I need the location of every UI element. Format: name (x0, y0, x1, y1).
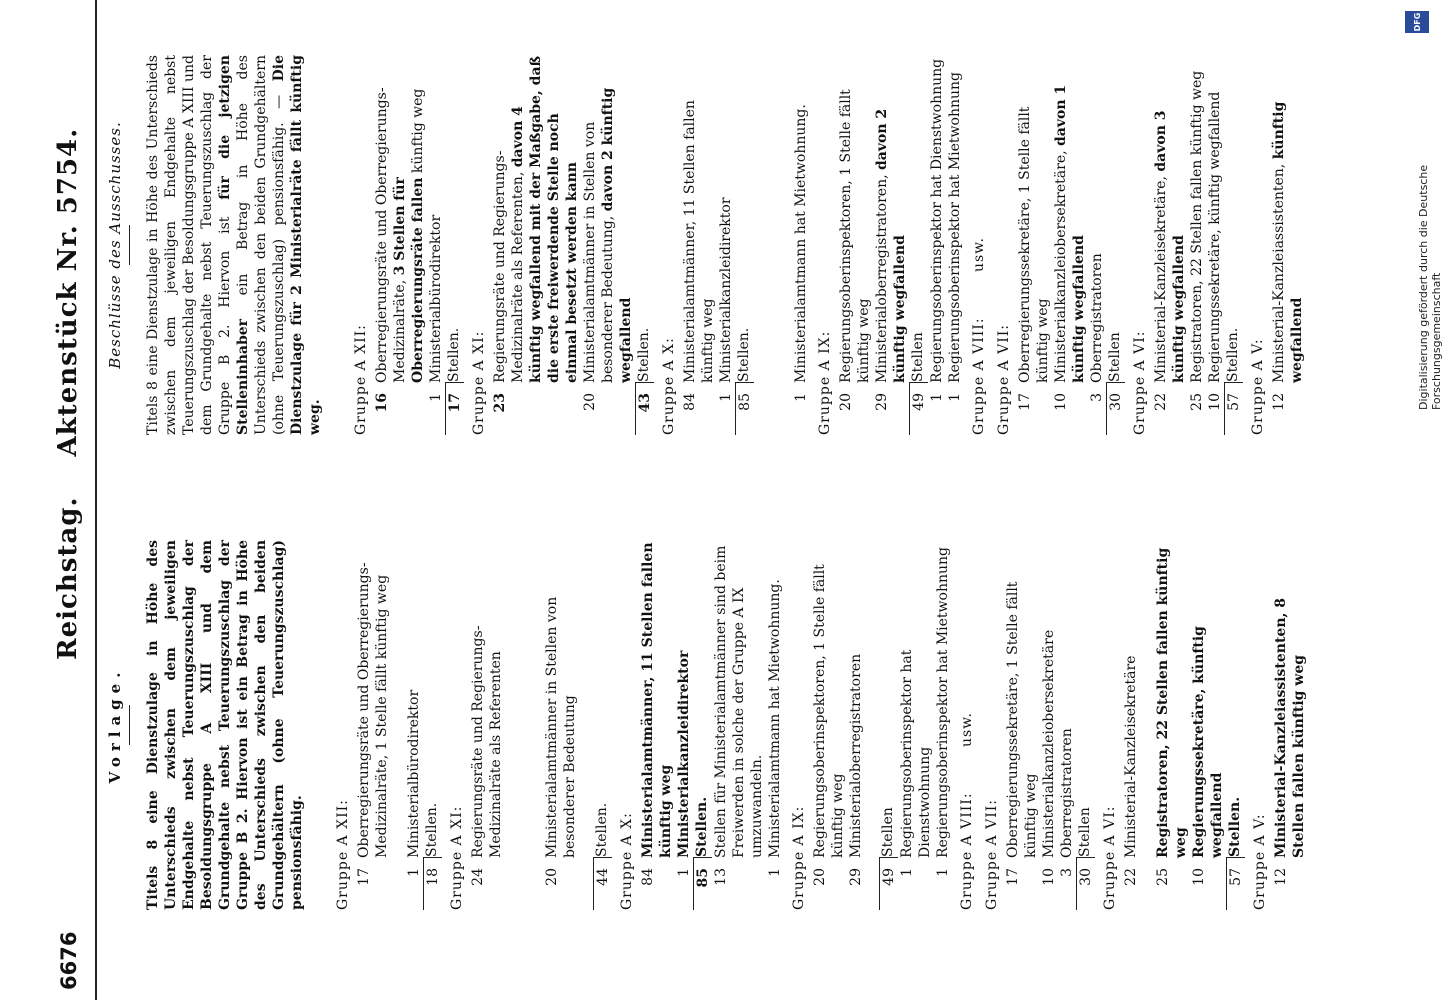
group-label: Gruppe A V: (1250, 338, 1266, 435)
group-label: Gruppe A VII: (996, 324, 1012, 435)
vorlage-intro: Titels 8 eine Dienstzulage in Höhe des Unterschieds zwischen dem jeweiligen Endgehalte nebst Teuerungszuschlag der Besoldungsgruppe A XIII und dem Grundgehalte nebst Teuerungszuschlag der Gruppe B 2. Hiervon ist ein Betrag in Höhe des Unterschieds zwischen den beiden Grundgehältern (ohne Teuerungszuschlag) pensionsfähig. (145, 540, 305, 910)
reichstag-label: Reichstag. (53, 496, 83, 660)
sum-row: 57 Stellen. (1226, 540, 1245, 910)
group-label: Gruppe A XI: (449, 805, 465, 910)
sum-row: 30 Stellen (1076, 540, 1095, 910)
group-label: Gruppe A XII: (335, 799, 351, 910)
list-item: 1 Ministerialkanzleidirektor (718, 197, 734, 402)
group-label: Gruppe A IX: (791, 805, 807, 910)
list-item: 84 Ministerialamtmänner, 11 Stellen fallen künftig weg (640, 542, 674, 886)
list-item: 23 Regierungsräte und Regierungs-Medizinalräte als Referenten, davon 4 künftig wegfallend mit der Maßgabe, daß die erste freiwerdende Stelle noch einmal besetzt werden kann (492, 55, 580, 413)
list-item: 17 Oberregierungssekretäre, 1 Stelle fällt künftig weg (1005, 581, 1039, 886)
list-item: 12 Ministerial-Kanzleiassistenten, künftig wegfallend (1271, 101, 1305, 411)
list-item: 24 Regierungsräte und Regierungs-Medizinalräte als Referenten (470, 625, 504, 886)
dfg-logo-icon: DFG (1405, 11, 1429, 33)
page-header (45, 0, 97, 1000)
list-item: 1 Ministerialbürodirektor (406, 689, 422, 877)
page-number: 6676 (57, 931, 81, 990)
list-item: 1 Ministerialbürodirektor (428, 214, 444, 402)
dfg-credit (1402, 10, 1443, 990)
column-beschluesse (100, 55, 1306, 435)
aktenstueck-label: Aktenstück Nr. 5754. (53, 127, 83, 457)
group-label: Gruppe A VI: (1102, 805, 1118, 910)
group-label: Gruppe A VIII: usw. (959, 712, 975, 910)
list-item: 10 Regierungssekretäre, künftig wegfallend (1207, 91, 1223, 411)
sum-row: 49 Stellen (909, 55, 928, 435)
sum-row: 57 Stellen. (1224, 55, 1243, 435)
group-label: Gruppe A VII: (984, 799, 1000, 910)
list-item: 22 Ministerial-Kanzleisekretäre, davon 3 künftig wegfallend (1153, 110, 1187, 411)
sum-row: 30 Stellen (1106, 55, 1125, 435)
sum-row: 43 Stellen. (635, 55, 654, 435)
sum-row: 18 Stellen. (423, 540, 442, 910)
group-label: Gruppe A X: (619, 812, 635, 910)
list-item: 3 Oberregistratoren (1089, 253, 1105, 402)
list-item: 17 Oberregierungssekretäre, 1 Stelle fällt künftig weg (1017, 106, 1051, 411)
sum-row: 17 Stellen. (445, 55, 464, 435)
list-item: 10 Ministerialkanzleiobersekretäre (1041, 629, 1057, 886)
list-item: 13 Stellen für Ministerialamtmänner sind beim Freiwerden in solche der Gruppe A IX umzuwandeln. (713, 545, 765, 886)
group-label: Gruppe A XII: (353, 324, 369, 435)
list-item: 29 Ministerialoberregistratoren (848, 653, 864, 886)
column-vorlage (100, 540, 1308, 910)
group-label: Gruppe A XI: (471, 330, 487, 435)
title-rule (129, 705, 130, 745)
list-item: 1 Regierungsoberinspektor hat Dienstwohnung (929, 58, 945, 402)
list-item: 20 Regierungsoberinspektoren, 1 Stelle fällt künftig weg (812, 564, 846, 886)
list-item: 20 Regierungsoberinspektoren, 1 Stelle fällt künftig weg (838, 89, 872, 411)
list-item: 29 Ministerialoberregistratoren, davon 2 künftig wegfallend (874, 108, 908, 411)
sum-row: 85 Stellen. (735, 55, 754, 435)
list-item: 25 Registratoren, 22 Stellen fallen künftig weg (1155, 547, 1189, 886)
list-item: 84 Ministerialamtmänner, 11 Stellen fallen künftig weg (682, 100, 716, 411)
list-item: 25 Registratoren, 22 Stellen fallen künftig weg (1189, 70, 1205, 411)
sum-row: 85 Stellen. (693, 540, 712, 910)
list-item: 1 Regierungsoberinspektor hat Mietwohnung (947, 71, 963, 402)
title-rule (129, 225, 130, 265)
list-item: 1 Regierungsoberinspektor hat Dienstwohnung (899, 649, 933, 877)
list-item: 12 Ministerial-Kanzleiassistenten, 8 Stellen fallen künftig weg (1273, 597, 1307, 886)
list-item: 3 Oberregistratoren (1059, 728, 1075, 877)
sum-row: 44 Stellen. (593, 540, 612, 910)
group-label: Gruppe A VIII: usw. (971, 237, 987, 435)
beschluesse-intro: Titels 8 eine Dienstzulage in Höhe des Unterschieds zwischen dem jeweiligen Endgehalte nebst Teuerungszuschlag der Besoldungsgruppe A XIII und dem Grundgehalte nebst Teuerungszuschlag der Gruppe B 2. Hiervon ist für die jetzigen Stelleninhaber ein Betrag in Höhe des Unterschieds zwischen den beiden Grundgehältern (ohne Teuerungszuschlag) pensionsfähig. — Die Dienstzulage für 2 Ministerialräte fällt künftig weg. (145, 55, 323, 435)
group-label: Gruppe A VI: (1132, 330, 1148, 435)
list-item: 10 Ministerialkanzleiobersekretäre, davon 1 künftig wegfallend (1053, 84, 1087, 411)
list-item: 17 Oberregierungsräte und Oberregierungs-Medizinalräte, 1 Stelle fällt künftig weg (356, 562, 390, 886)
group-label: Gruppe A IX: (817, 330, 833, 435)
list-item: 16 Oberregierungsräte und Oberregierungs-Medizinalräte, 3 Stellen für Oberregierungsräte fallen künftig weg (374, 87, 426, 413)
header-title (53, 128, 83, 660)
credit-text: Digitalisierung gefördert durch die Deutsche Forschungsgemeinschaft (1417, 164, 1443, 410)
list-item: 20 Ministerialamtmänner in Stellen von besonderer Bedeutung (544, 596, 578, 886)
list-item: 1 Ministerialamtmann hat Mietwohnung. (793, 104, 809, 402)
list-item: 10 Regierungssekretäre, künftig wegfallend (1191, 626, 1225, 886)
group-label: Gruppe A X: (661, 337, 677, 435)
list-item: 20 Ministerialamtmänner in Stellen von besonderer Bedeutung, davon 2 künftig wegfallend (582, 87, 634, 411)
group-label: Gruppe A V: (1252, 813, 1268, 910)
list-item: 22 Ministerial-Kanzleisekretäre (1123, 655, 1139, 886)
vorlage-title: Vorlage. (106, 666, 124, 784)
list-item: 1 Ministerialamtmann hat Mietwohnung. (767, 579, 783, 877)
list-item: 1 Regierungsoberinspektor hat Mietwohnung (935, 546, 951, 877)
beschluesse-title: Beschlüsse des Ausschusses. (106, 121, 124, 369)
list-item: 1 Ministerialkanzleidirektor (676, 650, 692, 877)
sum-row: 49 Stellen (879, 540, 898, 910)
